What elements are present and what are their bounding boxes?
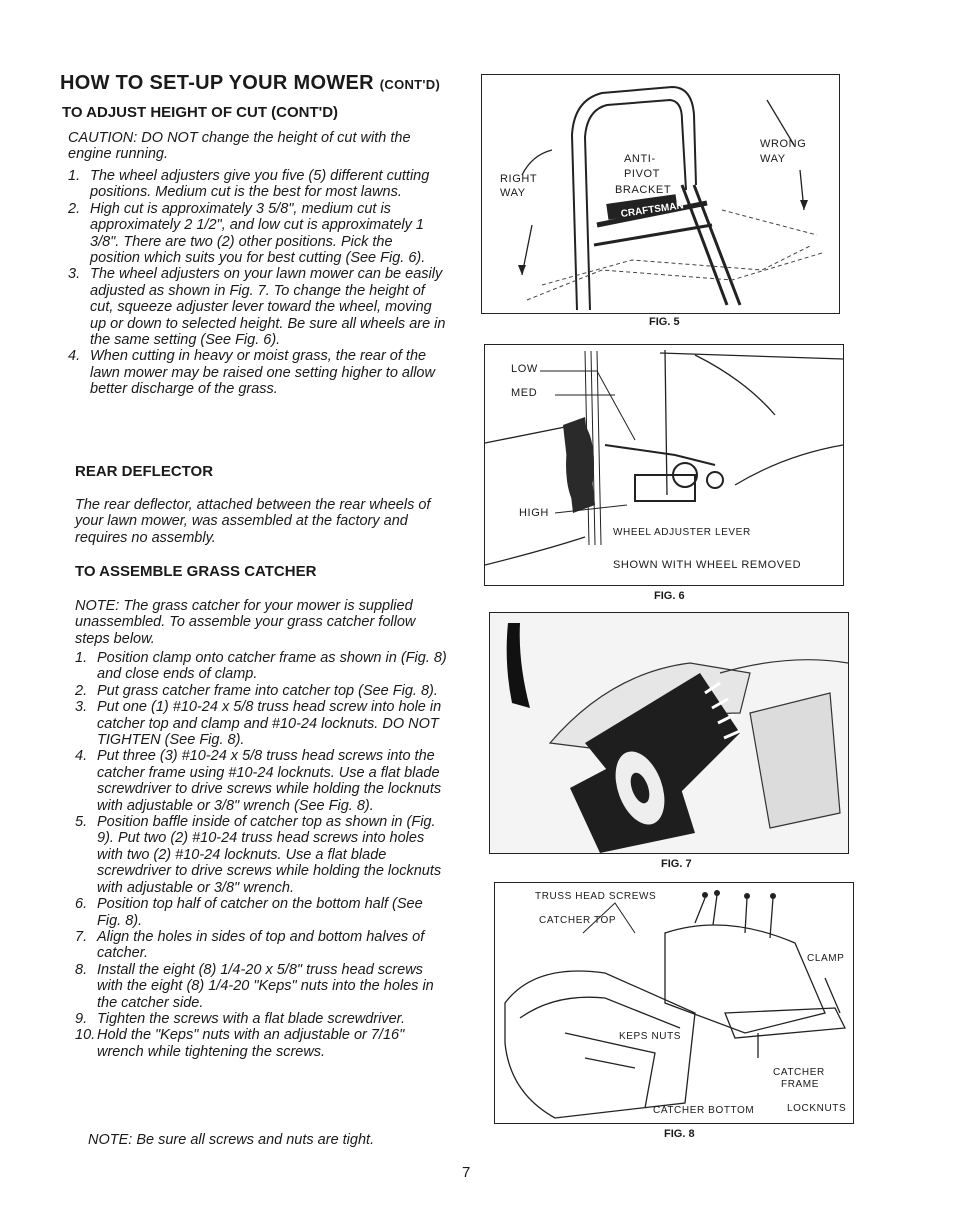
page-number: 7	[462, 1164, 471, 1181]
figure-7-photo	[489, 612, 849, 854]
label-shown-with-wheel-removed: SHOWN WITH WHEEL REMOVED	[613, 559, 802, 571]
label-catcher-top: CATCHER TOP	[539, 915, 617, 926]
label-catcher-frame-1: CATCHER	[773, 1067, 825, 1078]
catcher-steps-list	[75, 650, 447, 1060]
label-anti-pivot-2: PIVOT	[624, 168, 661, 180]
step-number: 5.	[75, 814, 88, 831]
label-clamp: CLAMP	[807, 953, 845, 964]
figure-5-handle-diagram	[481, 74, 840, 314]
rear-deflector-text: The rear deflector, attached between the rear wheels of your lawn mower, was assembled at the factory and requires no assembly.	[75, 497, 431, 546]
caution-text: CAUTION: DO NOT change the height of cut with the engine running.	[68, 130, 411, 163]
step-text: Align the holes in sides of top and bottom halves of catcher.	[97, 928, 425, 962]
step-number: 6.	[75, 896, 88, 913]
step-number: 9.	[75, 1010, 88, 1027]
section-title-grass-catcher: TO ASSEMBLE GRASS CATCHER	[75, 563, 317, 580]
label-wrong-way-2: WAY	[760, 153, 786, 165]
label-high: HIGH	[519, 507, 549, 519]
figure-7-illustration	[490, 613, 848, 853]
brand-text: CRAFTSMAN	[620, 200, 685, 220]
grass-catcher-note: NOTE: The grass catcher for your mower is supplied unassembled. To assemble your grass catcher follow steps below.	[75, 598, 416, 647]
step-text: High cut is approximately 3 5/8", medium cut is approximately 2 1/2", and low cut is approximately 1 3/8". There are two (2) other positions. Pick the position which suits you for best cutting (See Fig. 6).	[90, 200, 426, 267]
label-wheel-adjuster-lever: WHEEL ADJUSTER LEVER	[613, 527, 751, 538]
list-item	[75, 748, 447, 814]
list-item	[75, 1027, 447, 1060]
step-number: 3.	[68, 266, 81, 283]
step-number: 1.	[68, 168, 81, 184]
step-text: Put three (3) #10-24 x 5/8 truss head screws into the catcher frame using #10-24 locknuts. Use a flat blade screwdriver to drive screws while holding the locknuts with adjustable or 3/8" wrench (See Fig. 8).	[97, 748, 442, 814]
list-item	[75, 699, 447, 748]
page-title-text: HOW TO SET-UP YOUR MOWER	[60, 72, 374, 94]
label-wrong-way-1: WRONG	[760, 138, 807, 150]
figure-6-illustration	[485, 345, 843, 585]
step-text: Tighten the screws with a flat blade screwdriver.	[97, 1010, 405, 1027]
list-item	[75, 814, 447, 896]
label-low: LOW	[511, 363, 538, 375]
page-title	[60, 72, 440, 95]
label-catcher-bottom: CATCHER BOTTOM	[653, 1105, 755, 1116]
step-text: Position baffle inside of catcher top as shown in (Fig. 9). Put two (2) #10-24 truss head screws into holes with two (2) #10-24 locknuts. Use a flat blade screwdriver to drive screws while holding the locknuts with adjustable or 3/8" wrench.	[97, 814, 442, 896]
step-text: Put one (1) #10-24 x 5/8 truss head screw into hole in catcher top and clamp and #10-24 locknuts. DO NOT TIGHTEN (See Fig. 8).	[97, 699, 442, 749]
list-item	[75, 896, 447, 929]
figure-7-caption: FIG. 7	[661, 858, 692, 870]
step-number: 4.	[75, 748, 88, 765]
label-right-way-1: RIGHT	[500, 173, 538, 185]
label-truss-head-screws: TRUSS HEAD SCREWS	[535, 891, 657, 902]
step-text: The wheel adjusters on your lawn mower can be easily adjusted as shown in Fig. 7. To change the height of cut, squeeze adjuster lever toward the wheel, moving up or down to selected height. Be sure all wheels are in the same setting (See Fig. 6).	[90, 266, 446, 349]
figure-5-caption: FIG. 5	[649, 316, 680, 328]
step-number: 8.	[75, 961, 88, 978]
figure-8-catcher-assembly	[494, 882, 854, 1124]
step-text: Position top half of catcher on the bottom half (See Fig. 8).	[97, 896, 423, 929]
list-item	[68, 266, 446, 348]
step-text: Hold the "Keps" nuts with an adjustable or 7/16" wrench while tightening the screws.	[97, 1027, 405, 1060]
height-steps-list	[68, 168, 446, 398]
section-title-height: TO ADJUST HEIGHT OF CUT (CONT'D)	[62, 104, 339, 121]
list-item	[75, 650, 447, 683]
page-title-cont: (CONT'D)	[379, 77, 441, 92]
figure-6-caption: FIG. 6	[654, 590, 685, 602]
step-text: Install the eight (8) 1/4-20 x 5/8" truss head screws with the eight (8) 1/4-20 "Keps" nuts into the holes in the catcher side.	[97, 961, 434, 1011]
figure-8-caption: FIG. 8	[664, 1128, 695, 1140]
step-number: 2.	[68, 200, 81, 217]
final-note: NOTE: Be sure all screws and nuts are tight.	[88, 1132, 375, 1148]
step-number: 1.	[75, 650, 88, 666]
step-number: 2.	[75, 682, 88, 699]
list-item	[68, 201, 446, 267]
step-text: When cutting in heavy or moist grass, the rear of the lawn mower may be raised one setting higher to allow better discharge of the grass.	[90, 348, 435, 398]
step-text: Position clamp onto catcher frame as shown in (Fig. 8) and close ends of clamp.	[97, 650, 447, 683]
list-item	[68, 168, 446, 201]
label-catcher-frame-2: FRAME	[781, 1079, 819, 1090]
list-item	[68, 348, 446, 397]
step-number: 4.	[68, 348, 81, 365]
list-item	[75, 683, 447, 699]
step-number: 7.	[75, 928, 88, 945]
section-title-rear-deflector: REAR DEFLECTOR	[75, 463, 214, 480]
step-text: The wheel adjusters give you five (5) different cutting positions. Medium cut is the best for most lawns.	[90, 168, 430, 201]
step-number: 3.	[75, 699, 88, 716]
label-anti-pivot-1: ANTI-	[624, 153, 656, 165]
label-right-way-2: WAY	[500, 187, 526, 199]
step-text: Put grass catcher frame into catcher top (See Fig. 8).	[97, 682, 438, 699]
figure-6-wheel-adjuster	[484, 344, 844, 586]
list-item	[75, 929, 447, 962]
list-item	[75, 962, 447, 1011]
label-keps-nuts: KEPS NUTS	[619, 1031, 682, 1042]
list-item	[75, 1011, 447, 1027]
label-med: MED	[511, 387, 538, 399]
label-anti-pivot-3: BRACKET	[615, 184, 672, 196]
step-number: 10.	[75, 1027, 96, 1044]
label-locknuts: LOCKNUTS	[787, 1103, 847, 1114]
